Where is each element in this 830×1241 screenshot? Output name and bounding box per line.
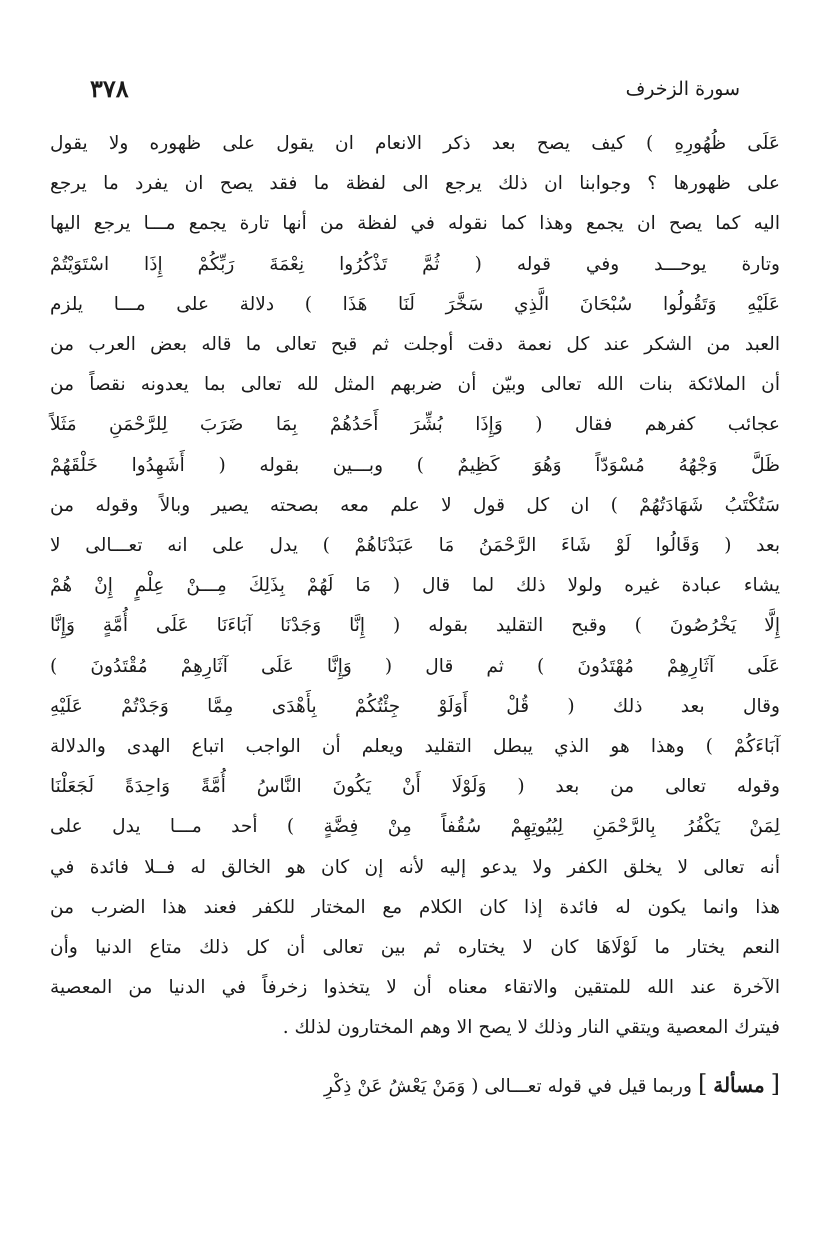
text-line: الآخرة عند الله للمتقين والاتقاء معناه أن لا يتخذوا زخرفاً في الدنيا من المعصية xyxy=(50,977,780,999)
text-line: النعم يختار ما لَوْلَاهَا كان لا يختاره ثم بين تعالى أن كل ذلك متاع الدنيا وأن xyxy=(50,937,780,959)
surah-title: سورة الزخرف xyxy=(625,77,740,100)
masala-section xyxy=(50,1064,780,1107)
page-number: ٣٧٨ xyxy=(90,74,129,103)
commentary-text xyxy=(50,124,780,1049)
text-line: عجائب كفرهم فقال ( وَإِذَا بُشِّرَ أَحَدُهُمْ بِمَا ضَرَبَ لِلرَّحْمَنِ مَثَلاً xyxy=(50,414,780,436)
text-line: وقال بعد ذلك ( قُلْ أَوَلَوْ جِئْتُكُمْ بِأَهْدَى مِمَّا وَجَدْتُمْ عَلَيْهِ xyxy=(50,695,780,717)
text-line: لِمَنْ يَكْفُرُ بِالرَّحْمَنِ لِبُيُوتِهِمْ سُقُفاً مِنْ فِضَّةٍ ) أحد مـــا يدل على xyxy=(50,816,780,838)
text-line: وقوله تعالى من بعد ( وَلَوْلَا أَنْ يَكُونَ النَّاسُ أُمَّةً وَاحِدَةً لَجَعَلْنَا xyxy=(50,776,780,798)
text-line: على ظهورها ؟ وجوابنا ان ذلك يرجع الى لفظة ما فقد يصح ان يفرد ما يرجع xyxy=(50,173,780,195)
text-line: آبَاءَكُمْ ) وهذا هو الذي يبطل التقليد ويعلم أن الواجب اتباع الهدى والدلالة xyxy=(50,736,780,758)
text-line: عَلَيْهِ وَتَقُولُوا سُبْحَانَ الَّذِي سَخَّرَ لَنَا هَذَا ) دلالة على مـــا يلزم xyxy=(50,293,780,315)
text-line: إِلَّا يَخْرُصُونَ ) وقبح التقليد بقوله ( إِنَّا وَجَدْنَا آبَاءَنَا عَلَى أُمَّةٍ وَإِنَّا xyxy=(50,615,780,637)
open-bracket: [ xyxy=(770,1070,780,1098)
masala-label: مسألة xyxy=(713,1073,765,1097)
close-bracket: ] xyxy=(697,1070,708,1098)
text-line: وتارة يوحـــد وفي قوله ( ثُمَّ تَذْكُرُوا نِعْمَةَ رَبِّكُمْ إِذَا اسْتَوَيْتُمْ xyxy=(50,253,780,275)
masala-text: وربما قيل في قوله تعـــالى ( وَمَنْ يَعْشُ عَنْ ذِكْرِ xyxy=(324,1076,693,1097)
text-line: العبد من الشكر عند كل نعمة دقت أوجلت ثم قبح تعالى ما قاله بعض العرب من xyxy=(50,334,780,356)
text-line: أن الملائكة بنات الله تعالى وبيّن أن ضربهم المثل لله تعالى بما يعدونه نقصاً من xyxy=(50,374,780,396)
text-line: فيترك المعصية ويتقي النار وذلك لا يصح الا وهم المختارون لذلك . xyxy=(282,1017,780,1039)
text-line: يشاء عبادة غيره ولولا ذلك لما قال ( مَا لَهُمْ بِذَلِكَ مِـــنْ عِلْمٍ إِنْ هُمْ xyxy=(50,575,780,597)
text-line: ظَلَّ وَجْهُهُ مُسْوَدّاً وَهُوَ كَظِيمٌ ) وبـــين بقوله ( أَشَهِدُوا خَلْقَهُمْ xyxy=(50,454,780,476)
text-line: عَلَى آثَارِهِمْ مُهْتَدُونَ ) ثم قال ( وَإِنَّا عَلَى آثَارِهِمْ مُقْتَدُونَ ) xyxy=(50,655,780,677)
text-line: هذا وانما يكون له فائدة إذا كان الكلام مع المختار للكفر فعند هذا الضرب من xyxy=(50,896,780,918)
text-line: بعد ( وَقَالُوا لَوْ شَاءَ الرَّحْمَنُ مَا عَبَدْنَاهُمْ ) يدل على انه تعـــالى لا xyxy=(50,535,780,557)
text-line: أنه تعالى لا يخلق الكفر ولا يدعو إليه لأنه إن كان هو الخالق له فــلا فائدة في xyxy=(50,856,780,878)
text-line: اليه كما يصح ان يجمع وهذا كما نقوله في لفظة من أنها تارة يجمع مـــا يرجع اليها xyxy=(50,213,780,235)
text-line: سَتُكْتَبُ شَهَادَتُهُمْ ) ان كل قول لا علم معه بصحته يصير وبالاً وقوله من xyxy=(50,494,780,516)
text-line: عَلَى ظُهُورِهِ ) كيف يصح بعد ذكر الانعام ان يقول على ظهوره ولا يقول xyxy=(50,133,780,154)
page-header xyxy=(90,74,740,103)
